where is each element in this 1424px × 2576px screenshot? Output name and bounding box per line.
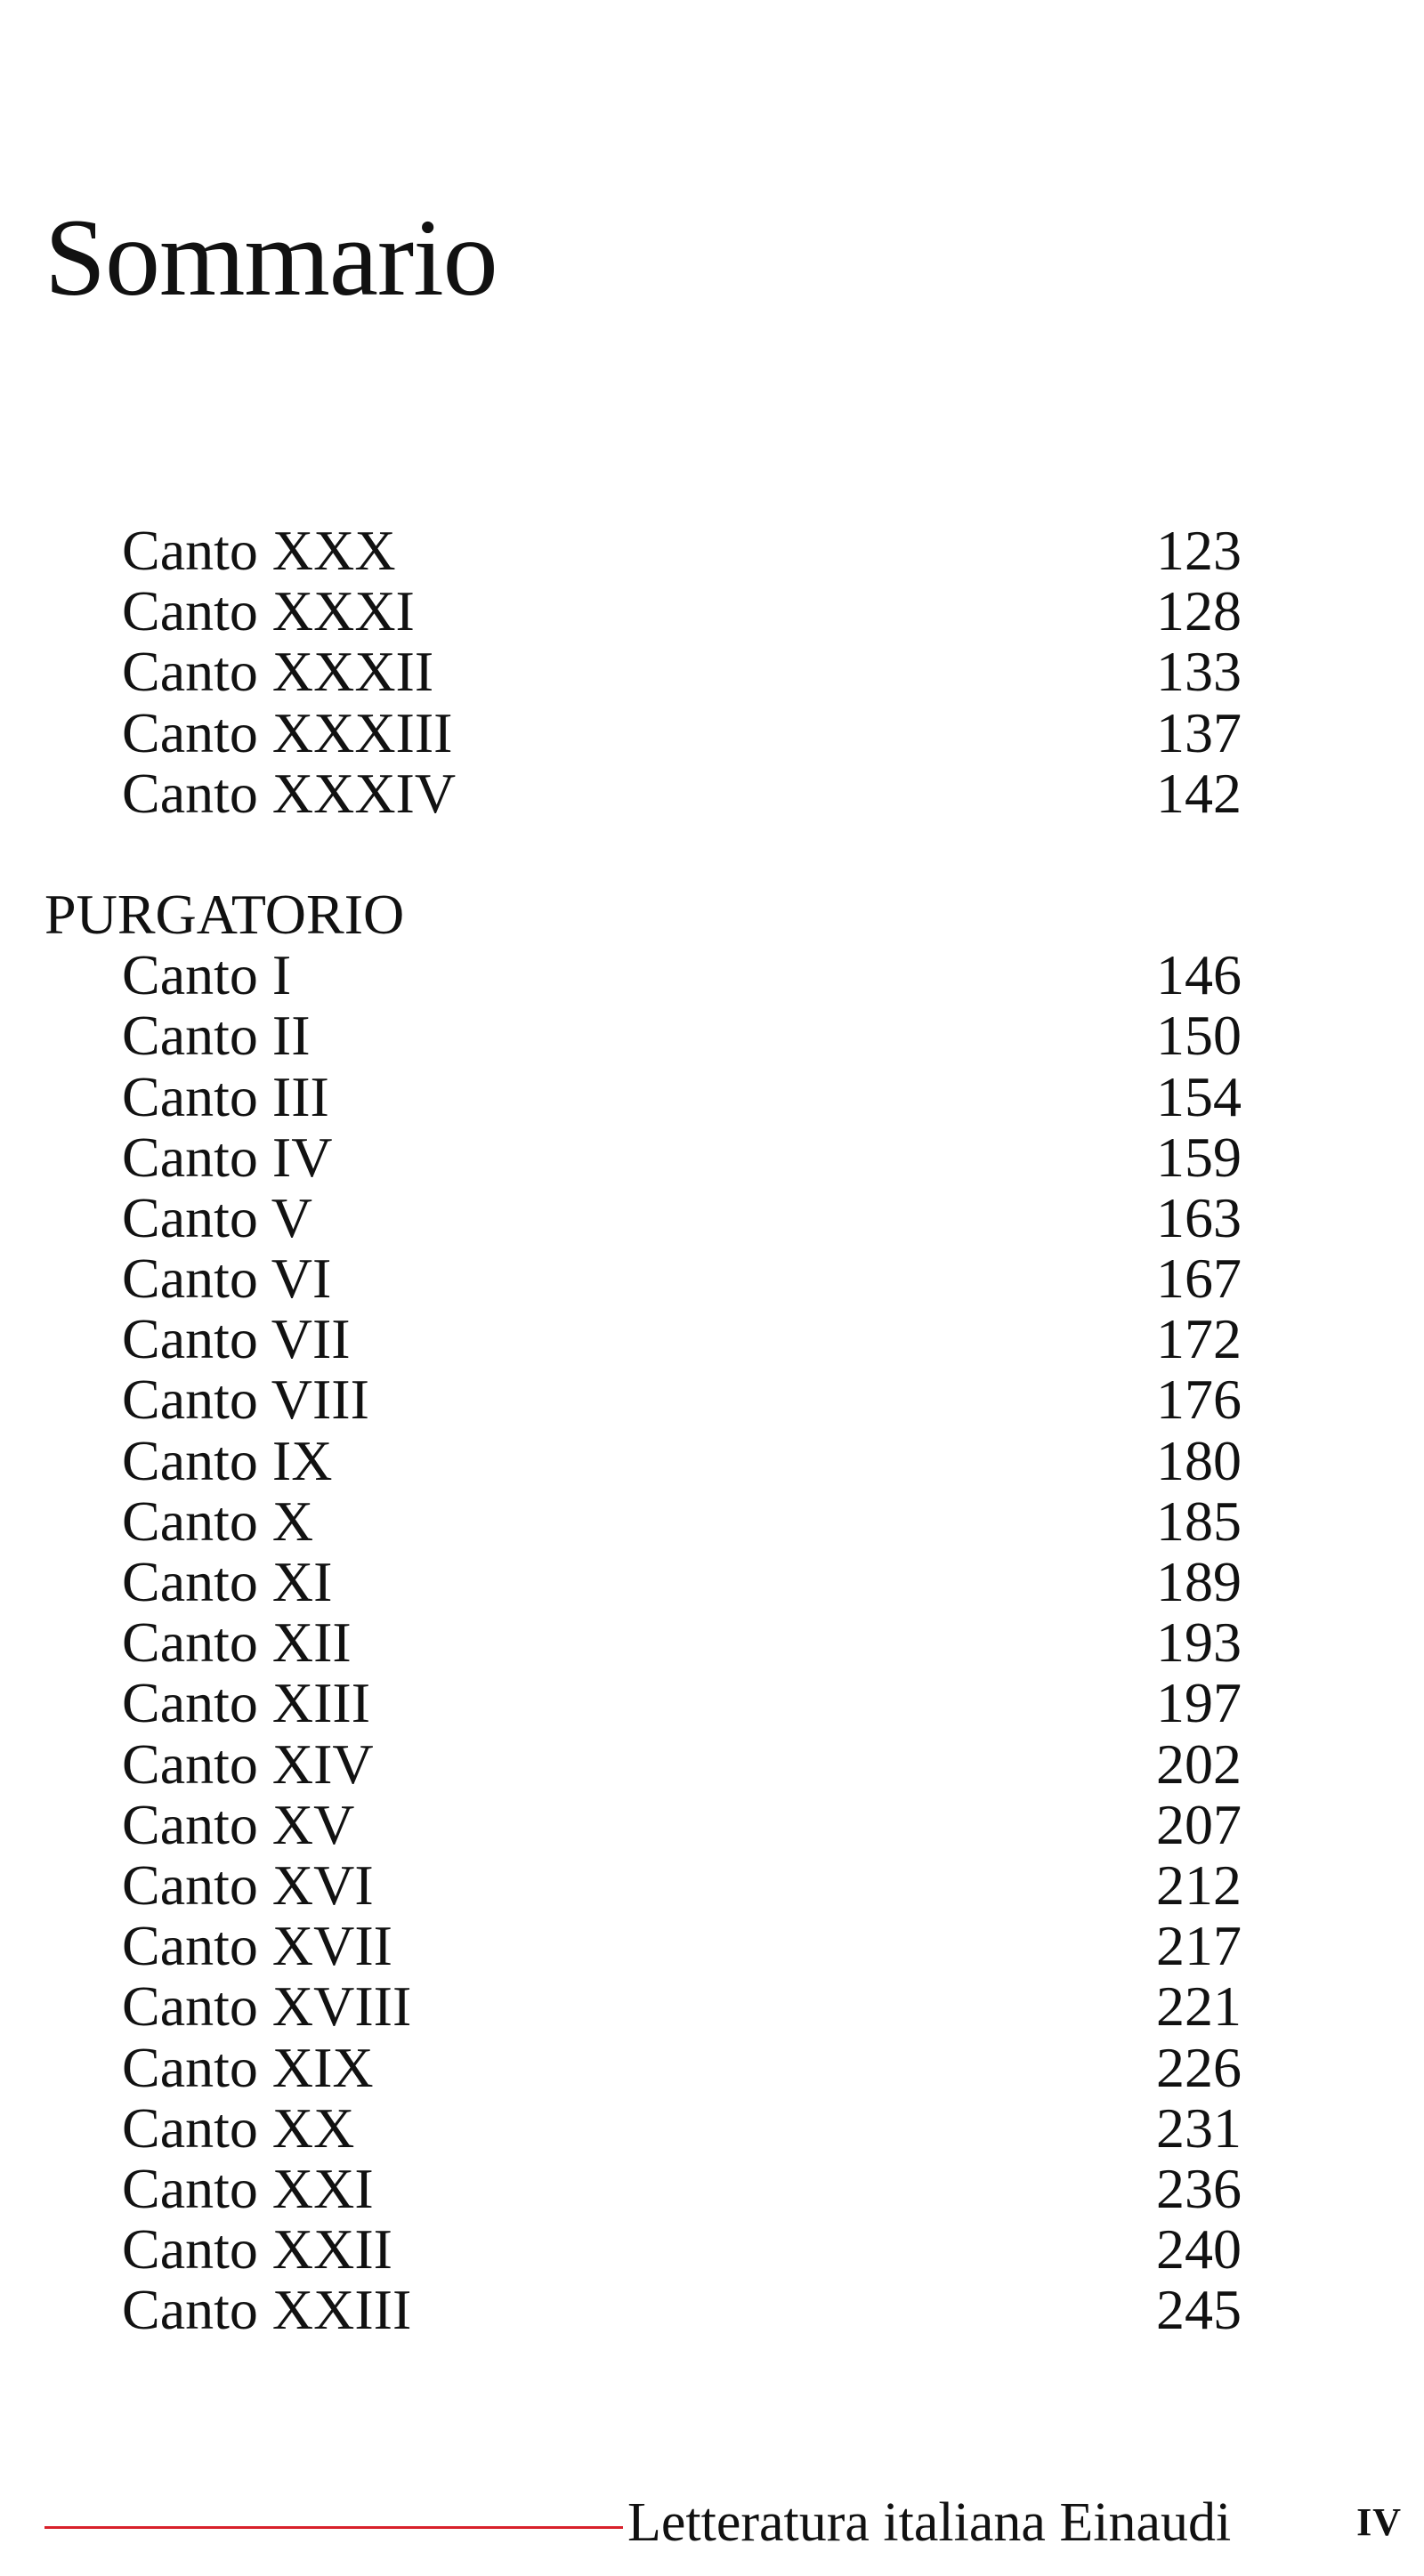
toc-entry-label: Canto XXI [122,2156,374,2220]
toc-entry[interactable] [0,1309,1424,1369]
toc-entry-label: Canto V [122,1185,312,1249]
toc-entry-page: 172 [1156,1307,1242,1371]
page-title: Sommario [44,197,498,319]
toc-entry-page: 167 [1156,1247,1242,1311]
toc-entry[interactable] [0,2098,1424,2159]
toc-entry[interactable] [0,581,1424,642]
toc-entry-page: 240 [1156,2217,1242,2281]
footer-rule [44,2526,623,2529]
toc-entry[interactable] [0,1855,1424,1916]
toc-entry-page: 202 [1156,1732,1242,1796]
toc-entry[interactable] [0,642,1424,702]
toc-entry[interactable] [0,1428,1424,1492]
toc-entry[interactable] [0,2156,1424,2220]
toc-entry-label: Canto XI [122,1550,333,1613]
toc-entry-label: Canto XXXIV [122,761,457,825]
toc-entry[interactable] [0,1612,1424,1673]
toc-entry-label: Canto III [122,1064,329,1128]
toc-entry-page: 159 [1156,1125,1242,1189]
toc-entry-label: Canto IX [122,1428,333,1492]
toc-entry[interactable] [0,1005,1424,1066]
toc-entry-label: Canto XV [122,1792,355,1856]
toc-entry-label: Canto IV [122,1125,333,1189]
toc-entry-label: Canto XXXII [122,640,434,704]
table-of-contents [0,521,1424,2340]
toc-entry[interactable] [0,1792,1424,1856]
toc-entry-label: Canto I [122,943,292,1007]
toc-entry-page: 226 [1156,2035,1242,2099]
toc-entry[interactable] [0,1248,1424,1309]
toc-entry-label: Canto VII [122,1307,351,1371]
toc-entry-page: 236 [1156,2156,1242,2220]
toc-entry[interactable] [0,945,1424,1005]
toc-entry-label: Canto XX [122,2096,355,2160]
toc-entry-page: 176 [1156,1368,1242,1432]
footer-page-number: IV [1356,2500,1402,2544]
toc-entry-label: Canto XVII [122,1914,392,1978]
section-heading-purgatorio [0,884,1424,945]
toc-entry-page: 197 [1156,1671,1242,1735]
toc-entry-page: 217 [1156,1914,1242,1978]
toc-entry-page: 231 [1156,2096,1242,2160]
toc-entry-page: 133 [1156,640,1242,704]
toc-entry-label: Canto XII [122,1611,352,1675]
toc-entry-page: 189 [1156,1550,1242,1613]
toc-entry[interactable] [0,2219,1424,2280]
toc-entry-page: 212 [1156,1853,1242,1917]
footer-publisher: Letteratura italiana Einaudi [627,2492,1232,2553]
toc-entry[interactable] [0,1976,1424,2037]
toc-entry-page: 123 [1156,519,1242,582]
toc-entry-page: 137 [1156,700,1242,764]
toc-entry[interactable] [0,2280,1424,2340]
toc-entry[interactable] [0,1673,1424,1733]
toc-entry-label: Canto VI [122,1247,332,1311]
toc-entry-label: Canto VIII [122,1368,369,1432]
toc-entry-page: 163 [1156,1185,1242,1249]
toc-entry[interactable] [0,1369,1424,1430]
toc-entry[interactable] [0,1064,1424,1128]
toc-entry[interactable] [0,700,1424,764]
toc-entry[interactable] [0,1185,1424,1249]
toc-entry-page: 193 [1156,1611,1242,1675]
toc-entry-label: Canto XXXIII [122,700,453,764]
toc-entry-label: Canto X [122,1489,314,1553]
toc-entry-label: Canto XXXI [122,579,415,643]
toc-entry-page: 142 [1156,761,1242,825]
toc-entry-label: Canto XVI [122,1853,374,1917]
toc-entry-label: Canto XIV [122,1732,374,1796]
toc-entry-page: 185 [1156,1489,1242,1553]
toc-entry-label: Canto XIII [122,1671,371,1735]
toc-entry[interactable] [0,763,1424,824]
inferno-entries [0,521,1424,824]
toc-entry[interactable] [0,1552,1424,1612]
toc-entry-label: Canto II [122,1004,311,1068]
toc-entry-page: 180 [1156,1428,1242,1492]
toc-entry-page: 207 [1156,1792,1242,1856]
toc-entry[interactable] [0,1916,1424,1976]
toc-entry[interactable] [0,2035,1424,2099]
toc-entry-page: 221 [1156,1974,1242,2039]
toc-entry[interactable] [0,1734,1424,1795]
section-gap [0,824,1424,884]
toc-entry-page: 154 [1156,1064,1242,1128]
toc-entry-label: Canto XVIII [122,1974,412,2039]
toc-entry-page: 146 [1156,943,1242,1007]
toc-entry-page: 245 [1156,2278,1242,2342]
toc-entry-page: 150 [1156,1004,1242,1068]
section-heading-label: PURGATORIO [44,882,405,946]
toc-entry-page: 128 [1156,579,1242,643]
toc-entry-label: Canto XXII [122,2217,392,2281]
toc-entry[interactable] [0,1491,1424,1552]
toc-entry[interactable] [0,1127,1424,1188]
toc-entry-label: Canto XXX [122,519,396,582]
footer [0,2487,1424,2558]
toc-entry-label: Canto XIX [122,2035,374,2099]
toc-entry-label: Canto XXIII [122,2278,412,2342]
toc-entry[interactable] [0,521,1424,581]
purgatorio-entries [0,945,1424,2340]
